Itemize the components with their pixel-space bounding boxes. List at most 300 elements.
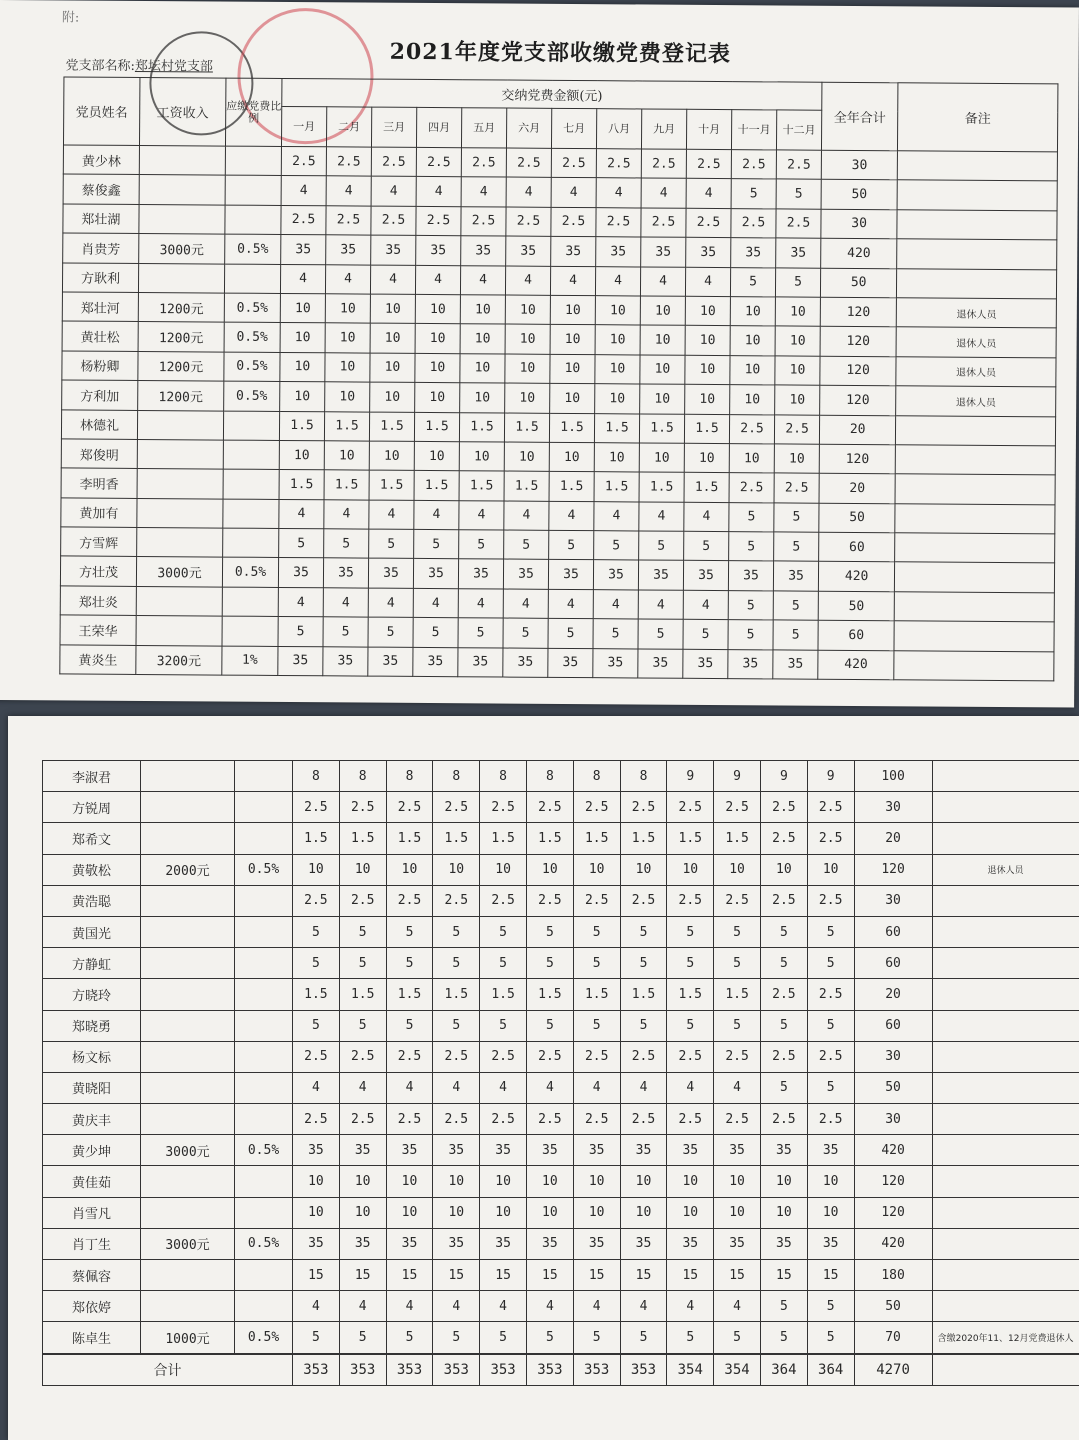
month-amount-cell: 10 [595,296,640,326]
month-amount-cell: 9 [760,761,807,792]
month-amount-cell: 1.5 [459,412,504,442]
month-amount-cell: 35 [458,647,503,677]
month-amount-cell: 10 [415,324,460,354]
month-amount-cell: 4 [339,1072,386,1103]
month-amount-cell: 4 [433,1291,480,1322]
annual-total-cell: 50 [821,268,897,298]
month-amount-cell: 2.5 [667,885,714,916]
month-amount-cell: 2.5 [667,1041,714,1072]
month-amount-cell: 4 [460,265,505,295]
month-amount-cell: 35 [503,648,548,678]
note-cell: 退休人员 [896,356,1056,387]
member-name-cell: 黄庆丰 [43,1104,141,1135]
month-amount-cell: 5 [773,591,818,621]
month-amount-cell: 1.5 [433,979,480,1010]
note-cell [897,151,1057,182]
month-amount-cell: 1.5 [279,411,324,441]
month-amount-cell: 2.5 [371,206,416,236]
member-name-cell: 陈卓生 [43,1322,141,1354]
ratio-cell [222,587,278,617]
income-cell: 3200元 [136,645,222,675]
col-header-income: 工资收入 [139,77,225,146]
month-amount-cell: 1.5 [459,471,504,501]
month-amount-cell: 2.5 [461,148,506,178]
month-amount-cell: 10 [639,443,684,473]
month-amount-cell: 5 [480,1010,527,1041]
month-amount-cell: 5 [480,948,527,979]
ratio-cell [235,1041,293,1072]
month-amount-cell: 1.5 [639,413,684,443]
ratio-cell: 0.5% [222,558,278,588]
month-amount-cell: 35 [573,1228,620,1259]
month-amount-cell: 1.5 [369,412,414,442]
month-amount-cell: 2.5 [416,147,461,177]
note-cell [932,823,1079,854]
month-amount-cell: 4 [386,1072,433,1103]
month-amount-cell: 35 [368,559,413,589]
month-amount-cell: 2.5 [551,207,596,237]
annual-total-cell: 120 [820,297,896,327]
month-amount-cell: 4 [684,502,729,532]
month-amount-cell: 4 [459,500,504,530]
month-total-cell: 354 [667,1354,714,1386]
month-amount-cell: 10 [280,352,325,382]
month-amount-cell: 4 [573,1072,620,1103]
month-amount-cell: 10 [714,1166,761,1197]
income-cell [137,439,223,469]
col-header-amount-group: 交纳党费金额(元) [282,78,822,110]
ratio-cell [224,264,280,294]
month-amount-cell: 1.5 [549,472,594,502]
note-cell [932,1166,1079,1197]
table-row [43,792,1079,823]
month-amount-cell: 35 [620,1228,667,1259]
month-amount-cell: 1.5 [339,979,386,1010]
month-amount-cell: 1.5 [414,471,459,501]
month-amount-cell: 10 [460,295,505,325]
month-amount-cell: 5 [773,620,818,650]
month-amount-cell: 5 [339,948,386,979]
member-name-cell: 黄浩聪 [43,885,141,916]
income-cell [141,979,235,1010]
member-name-cell: 黄少坤 [43,1135,141,1166]
month-amount-cell: 8 [526,761,573,792]
month-amount-cell: 10 [729,444,774,474]
month-amount-cell: 5 [293,1322,340,1354]
month-amount-cell: 5 [667,948,714,979]
month-amount-cell: 10 [433,1197,480,1228]
member-name-cell: 黄加有 [61,498,137,528]
month-amount-cell: 5 [573,1010,620,1041]
month-amount-cell: 1.5 [386,979,433,1010]
month-amount-cell: 4 [386,1291,433,1322]
month-amount-cell: 9 [714,761,761,792]
month-amount-cell: 2.5 [480,1041,527,1072]
month-amount-cell: 35 [413,647,458,677]
ratio-cell [223,528,279,558]
ratio-cell: 0.5% [235,1228,293,1259]
month-amount-cell: 4 [368,588,413,618]
month-amount-cell: 5 [293,948,340,979]
ratio-cell: 0.5% [224,322,280,352]
month-amount-cell: 5 [807,1291,854,1322]
month-amount-cell: 5 [714,1010,761,1041]
month-amount-cell: 5 [368,617,413,647]
month-amount-cell: 2.5 [526,792,573,823]
ratio-cell [235,885,293,916]
month-amount-cell: 5 [504,530,549,560]
month-amount-cell: 4 [640,267,685,297]
month-amount-cell: 2.5 [480,1104,527,1135]
member-name-cell: 方利加 [62,380,138,410]
income-cell [141,1010,235,1041]
month-amount-cell: 10 [774,444,819,474]
month-amount-cell: 2.5 [774,414,819,444]
month-amount-cell: 10 [730,385,775,415]
month-amount-cell: 5 [278,617,323,647]
month-amount-cell: 35 [593,560,638,590]
month-amount-cell: 4 [620,1072,667,1103]
month-amount-cell: 4 [433,1072,480,1103]
month-amount-cell: 5 [386,916,433,947]
ratio-cell: 0.5% [224,293,280,323]
month-amount-cell: 10 [480,1166,527,1197]
ratio-cell [235,1197,293,1228]
month-amount-cell: 4 [458,589,503,619]
annual-total-cell: 20 [854,979,932,1010]
month-amount-cell: 35 [728,649,773,679]
month-amount-cell: 2.5 [620,1104,667,1135]
month-amount-cell: 10 [386,1197,433,1228]
member-name-cell: 方雪辉 [61,527,137,557]
month-amount-cell: 2.5 [776,150,821,180]
ratio-cell [235,823,293,854]
month-amount-cell: 10 [460,324,505,354]
month-amount-cell: 1.5 [620,823,667,854]
annual-total-cell: 30 [854,885,932,916]
month-amount-cell: 2.5 [326,147,371,177]
month-amount-cell: 10 [325,294,370,324]
annual-total-cell: 60 [818,620,894,650]
month-amount-cell: 1.5 [594,472,639,502]
month-amount-cell: 4 [370,265,415,295]
month-amount-cell: 5 [433,916,480,947]
month-amount-cell: 2.5 [506,207,551,237]
month-amount-cell: 5 [526,1322,573,1354]
member-name-cell: 黄壮松 [62,321,138,351]
col-header-total: 全年合计 [822,82,898,151]
table-row [43,1166,1079,1197]
month-amount-cell: 10 [775,297,820,327]
month-amount-cell: 2.5 [731,208,776,238]
annual-total-cell: 30 [821,209,897,239]
month-amount-cell: 2.5 [667,792,714,823]
table-row [43,1072,1079,1103]
month-amount-cell: 10 [595,354,640,384]
ratio-cell [235,979,293,1010]
month-amount-cell: 10 [370,294,415,324]
month-amount-cell: 35 [807,1135,854,1166]
month-amount-cell: 1.5 [504,471,549,501]
month-amount-cell: 10 [370,323,415,353]
note-cell: 退休人员 [896,327,1056,358]
month-amount-cell: 5 [760,1072,807,1103]
month-amount-cell: 5 [667,1322,714,1354]
income-cell [139,145,225,175]
month-amount-cell: 10 [730,355,775,385]
note-cell [895,445,1055,476]
month-amount-cell: 5 [594,531,639,561]
month-amount-cell: 10 [640,355,685,385]
note-cell: 退休人员 [932,854,1079,885]
member-name-cell: 黄晓阳 [43,1072,141,1103]
month-amount-cell: 10 [325,323,370,353]
month-amount-cell: 10 [685,326,730,356]
month-amount-cell: 10 [640,325,685,355]
month-amount-cell: 35 [416,236,461,266]
annual-total-cell: 20 [819,474,895,504]
month-amount-cell: 15 [620,1260,667,1291]
ratio-cell [225,205,281,235]
month-amount-cell: 2.5 [480,792,527,823]
member-name-cell: 郑晓勇 [43,1010,141,1041]
month-amount-cell: 4 [641,178,686,208]
month-amount-cell: 4 [324,499,369,529]
month-amount-cell: 35 [728,561,773,591]
month-amount-cell: 35 [371,235,416,265]
month-amount-cell: 8 [480,761,527,792]
month-amount-cell: 5 [573,916,620,947]
month-amount-cell: 4 [550,266,595,296]
note-cell [894,592,1054,623]
month-amount-cell: 5 [573,1322,620,1354]
income-cell: 1000元 [141,1322,235,1354]
month-amount-cell: 35 [620,1135,667,1166]
month-amount-cell: 5 [279,529,324,559]
month-amount-cell: 2.5 [573,885,620,916]
month-amount-cell: 5 [714,916,761,947]
month-amount-cell: 5 [729,502,774,532]
member-name-cell: 黄敬松 [43,854,141,885]
month-amount-cell: 10 [370,382,415,412]
member-name-cell: 肖雪凡 [43,1197,141,1228]
month-amount-cell: 4 [551,178,596,208]
month-amount-cell: 35 [458,559,503,589]
month-amount-cell: 35 [683,561,728,591]
month-amount-cell: 5 [503,618,548,648]
income-cell [137,528,223,558]
month-amount-cell: 10 [594,443,639,473]
note-cell [897,210,1057,241]
month-amount-cell: 4 [596,178,641,208]
month-amount-cell: 10 [370,353,415,383]
table-row [43,1260,1079,1291]
month-amount-cell: 10 [280,323,325,353]
month-total-cell: 354 [714,1354,761,1386]
month-amount-cell: 5 [667,916,714,947]
month-amount-cell: 2.5 [760,823,807,854]
ratio-cell: 0.5% [235,854,293,885]
month-amount-cell: 5 [480,1322,527,1354]
month-amount-cell: 2.5 [506,148,551,178]
month-amount-cell: 10 [730,326,775,356]
month-amount-cell: 2.5 [760,1104,807,1135]
month-amount-cell: 1.5 [684,414,729,444]
month-amount-cell: 4 [504,501,549,531]
member-name-cell: 林德礼 [61,409,137,439]
month-amount-cell: 35 [323,646,368,676]
income-cell [137,410,223,440]
month-amount-cell: 4 [667,1291,714,1322]
month-amount-cell: 5 [714,948,761,979]
month-amount-cell: 10 [386,854,433,885]
ratio-cell [235,916,293,947]
ratio-cell [235,1010,293,1041]
annual-total-cell: 30 [854,792,932,823]
month-total-cell: 353 [526,1354,573,1386]
month-amount-cell: 10 [760,1166,807,1197]
month-amount-cell: 10 [293,1166,340,1197]
month-amount-cell: 5 [728,590,773,620]
month-amount-cell: 5 [684,531,729,561]
month-amount-cell: 1.5 [339,823,386,854]
month-amount-cell: 1.5 [639,472,684,502]
month-amount-cell: 35 [386,1135,433,1166]
month-amount-cell: 2.5 [526,1041,573,1072]
month-amount-cell: 2.5 [573,1104,620,1135]
month-amount-cell: 1.5 [386,823,433,854]
ratio-cell [235,1291,293,1322]
month-amount-cell: 35 [683,649,728,679]
month-amount-cell: 10 [505,324,550,354]
month-amount-cell: 35 [323,558,368,588]
month-amount-cell: 10 [684,443,729,473]
note-cell [932,1228,1079,1259]
month-amount-cell: 35 [526,1135,573,1166]
col-header-month: 九月 [641,109,686,149]
month-amount-cell: 2.5 [386,1104,433,1135]
table-row [60,645,1054,681]
month-amount-cell: 5 [776,179,821,209]
table-row [43,1010,1079,1041]
month-amount-cell: 4 [714,1291,761,1322]
month-amount-cell: 2.5 [551,148,596,178]
month-amount-cell: 1.5 [549,413,594,443]
month-amount-cell: 15 [807,1260,854,1291]
month-amount-cell: 4 [281,176,326,206]
month-amount-cell: 4 [549,501,594,531]
month-amount-cell: 2.5 [339,1104,386,1135]
col-header-month: 三月 [371,107,416,147]
col-header-month: 十一月 [731,110,776,150]
month-amount-cell: 2.5 [807,885,854,916]
month-amount-cell: 2.5 [620,792,667,823]
month-amount-cell: 15 [714,1260,761,1291]
month-amount-cell: 2.5 [386,1041,433,1072]
month-amount-cell: 5 [639,531,684,561]
month-amount-cell: 1.5 [433,823,480,854]
month-total-cell: 353 [480,1354,527,1386]
month-amount-cell: 2.5 [731,150,776,180]
month-amount-cell: 4 [573,1291,620,1322]
month-amount-cell: 10 [714,1197,761,1228]
branch-label: 党支部名称: [65,58,135,74]
month-amount-cell: 2.5 [293,792,340,823]
annual-total-cell: 20 [820,415,896,445]
month-amount-cell: 10 [325,382,370,412]
month-amount-cell: 35 [638,649,683,679]
month-amount-cell: 4 [505,266,550,296]
member-name-cell: 郑希文 [43,823,141,854]
month-amount-cell: 1.5 [667,979,714,1010]
ratio-cell [223,440,279,470]
month-amount-cell: 10 [280,293,325,323]
month-amount-cell: 15 [667,1260,714,1291]
annual-total-cell: 120 [820,327,896,357]
month-amount-cell: 35 [339,1228,386,1259]
ratio-cell: 0.5% [235,1322,293,1354]
month-amount-cell: 35 [667,1135,714,1166]
ratio-cell [225,175,281,205]
month-amount-cell: 8 [293,761,340,792]
annual-total-cell: 50 [854,1291,932,1322]
table-row [43,1197,1079,1228]
month-amount-cell: 5 [774,532,819,562]
month-amount-cell: 4 [279,499,324,529]
month-amount-cell: 2.5 [714,1041,761,1072]
ratio-cell: 0.5% [225,234,281,264]
ratio-cell [235,1166,293,1197]
income-cell: 2000元 [141,854,235,885]
month-amount-cell: 10 [480,1197,527,1228]
month-amount-cell: 5 [526,948,573,979]
month-amount-cell: 10 [433,1166,480,1197]
month-amount-cell: 10 [460,383,505,413]
annual-total-cell: 120 [819,444,895,474]
month-amount-cell: 35 [686,237,731,267]
month-amount-cell: 5 [339,916,386,947]
month-amount-cell: 10 [640,296,685,326]
ratio-cell [225,146,281,176]
month-amount-cell: 1.5 [573,823,620,854]
ratio-cell: 1% [222,646,278,676]
ratio-cell: 0.5% [235,1135,293,1166]
month-amount-cell: 4 [280,264,325,294]
month-amount-cell: 5 [433,948,480,979]
month-amount-cell: 2.5 [776,209,821,239]
month-amount-cell: 2.5 [641,149,686,179]
month-amount-cell: 2.5 [714,1104,761,1135]
month-amount-cell: 35 [386,1228,433,1259]
month-amount-cell: 10 [760,854,807,885]
month-amount-cell: 5 [620,1322,667,1354]
month-amount-cell: 4 [667,1072,714,1103]
ratio-cell: 0.5% [224,352,280,382]
note-cell [932,948,1079,979]
month-amount-cell: 4 [639,502,684,532]
month-amount-cell: 5 [620,948,667,979]
member-name-cell: 黄佳茹 [43,1166,141,1197]
annual-total-cell: 120 [854,1197,932,1228]
annual-total-cell: 60 [854,1010,932,1041]
month-amount-cell: 5 [593,619,638,649]
month-amount-cell: 2.5 [807,1104,854,1135]
month-amount-cell: 2.5 [326,206,371,236]
ratio-cell [235,792,293,823]
month-amount-cell: 5 [414,529,459,559]
month-amount-cell: 15 [573,1260,620,1291]
month-total-cell: 353 [620,1354,667,1386]
